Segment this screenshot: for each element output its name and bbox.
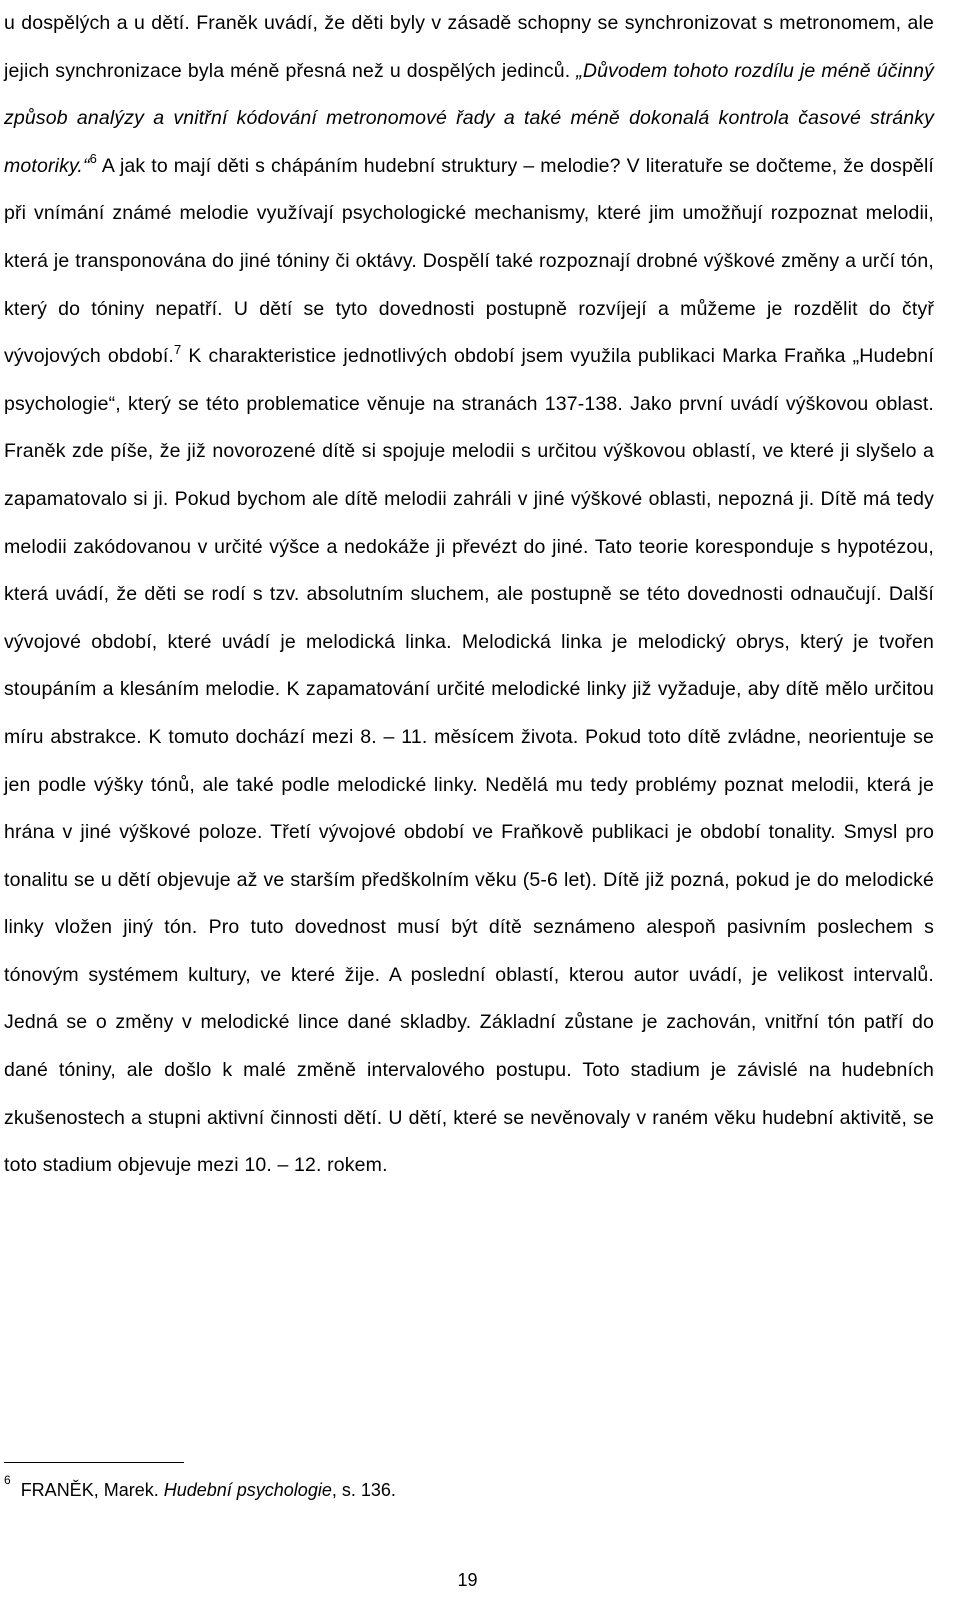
footnote-pages: , s. 136.	[331, 1480, 396, 1500]
intro-text: u dospělých a u dětí. Franěk uvádí, že děti byly v zásadě schopny se synchronizovat s metronomem, ale jejich synchronizace byla méně přesná než u dospělých jedinců.	[4, 12, 934, 82]
quotation: „Důvodem tohoto rozdílu je méně účinný způsob analýzy a vnitřní kódování metronomové řady a také méně dokonalá kontrola časové stránky motoriky.“	[4, 59, 934, 177]
main-paragraph	[4, 0, 934, 1190]
footnote-divider	[4, 1462, 184, 1463]
footnote-reference-7[interactable]: 7	[173, 341, 182, 357]
footnote-title: Hudební psychologie	[163, 1480, 332, 1500]
footnote	[4, 1473, 904, 1507]
footnote-author: FRANĚK, Marek.	[20, 1480, 164, 1500]
footnote-number: 6	[4, 1473, 11, 1487]
page-number: 19	[457, 1570, 478, 1590]
main-text: K charakteristice jednotlivých období jsem využila publikaci Marka Fraňka „Hudební psychologie“, který se této problematice věnuje na stranách 137-138. Jako první uvádí výškovou oblast. Franěk zde píše, že již novorozené dítě si spojuje melodii s určitou výškovou oblastí, ve které ji slyšelo a zapamatovalo si ji. Pokud bychom ale dítě melodii zahráli v jiné výškové oblasti, nepozná ji. Dítě má tedy melodii zakódovanou v určité výšce a nedokáže ji převézt do jiné. Tato teorie koresponduje s hypotézou, která uvádí, že děti se rodí s tzv. absolutním sluchem, ale postupně se této dovednosti odnaučují. Další vývojové období, které uvádí je melodická linka. Melodická linka je melodický obrys, který je tvořen stoupáním a klesáním melodie. K zapamatování určité melodické linky již vyžaduje, aby dítě mělo určitou míru abstrakce. K tomuto dochází mezi 8. – 11. měsícem života. Pokud toto dítě zvládne, neorientuje se jen podle výšky tónů, ale také podle melodické linky. Nedělá mu tedy problémy poznat melodii, která je hrána v jiné výškové poloze. Třetí vývojové období ve Fraňkově publikaci je období tonality. Smysl pro tonalitu se u dětí objevuje až ve starším předškolním věku (5-6 let). Dítě již pozná, pokud je do melodické linky vložen jiný tón. Pro tuto dovednost musí být dítě seznámeno alespoň pasivním poslechem s tónovým systémem kultury, ve které žije. A poslední oblastí, kterou autor uvádí, je velikost intervalů. Jedná se o změny v melodické lince dané skladby. Základní zůstane je zachován, vnitřní tón patří do dané tóniny, ale došlo k malé změně intervalového postupu. Toto stadium je závislé na hudebních zkušenostech a stupni aktivní činnosti dětí. U dětí, které se nevěnovaly v raném věku hudební aktivitě, se toto stadium objevuje mezi 10. – 12. rokem.	[4, 345, 934, 1177]
footnote-reference-6[interactable]: 6	[89, 151, 98, 167]
body-text	[4, 0, 934, 1190]
intro-text-continued: A jak to mají děti s chápáním hudební struktury – melodie? V literatuře se dočteme, že dospělí při vnímání známé melodie využívají psychologické mechanismy, které jim umožňují rozpoznat melodii, která je transponována do jiné tóniny či oktávy. Dospělí také rozpoznají drobné výškové změny a určí tón, který do tóniny nepatří. U dětí se tyto dovednosti postupně rozvíjejí a můžeme je rozdělit do čtyř vývojových období.	[4, 154, 934, 368]
